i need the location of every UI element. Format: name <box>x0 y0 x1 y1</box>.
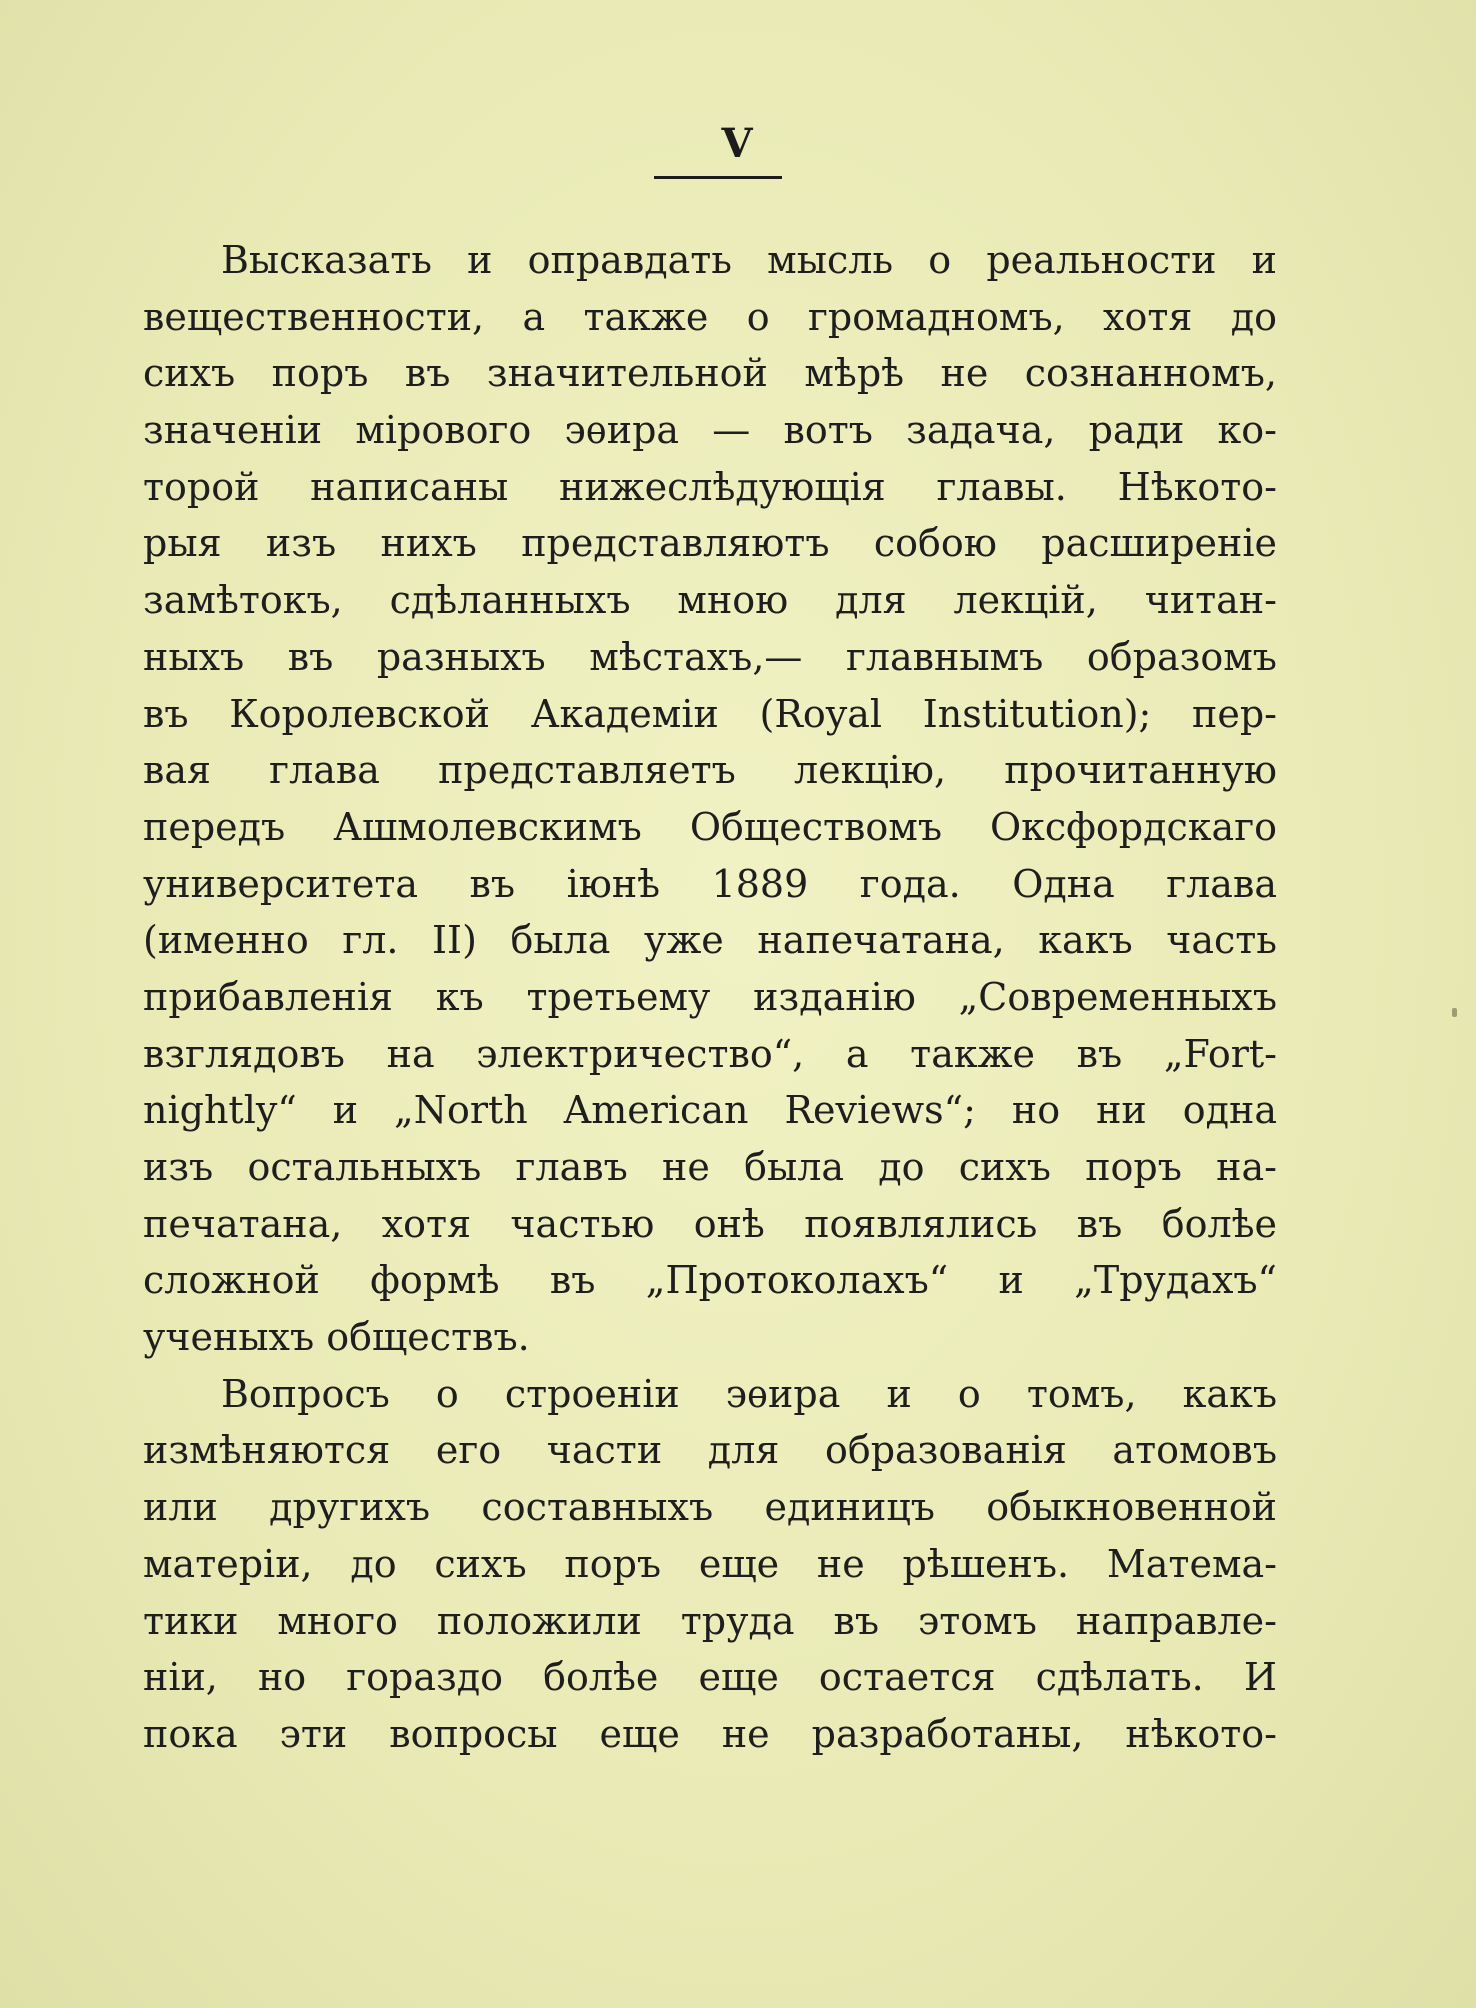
text-line: вещественности, а также о громадномъ, хотя до <box>143 294 1277 339</box>
text-line: сихъ поръ въ значительной мѣрѣ не сознанномъ, <box>143 351 1277 396</box>
text-line: изъ остальныхъ главъ не была до сихъ поръ на- <box>143 1145 1277 1189</box>
text-line: торой написаны нижеслѣдующiя главы. Нѣкото- <box>143 464 1277 509</box>
page-number-rule <box>654 176 782 179</box>
text-line: печатана, хотя частью онѣ появлялись въ болѣе <box>143 1201 1277 1246</box>
text-line: ныхъ въ разныхъ мѣстахъ,— главнымъ образомъ <box>143 634 1277 679</box>
text-line: университета въ iюнѣ 1889 года. Одна глава <box>143 861 1277 906</box>
text-line: въ Королевской Академiи (Royal Institution); пер- <box>143 691 1277 736</box>
text-line: тики много положили труда въ этомъ направле- <box>143 1598 1277 1643</box>
text-line: значенiи мiрового эѳира — вотъ задача, ради ко- <box>143 408 1277 453</box>
paragraph-2 <box>143 1366 1277 1763</box>
text-line: Вопросъ о строенiи эѳира и о томъ, какъ <box>221 1371 1277 1416</box>
body-text <box>143 232 1277 1763</box>
text-line: пока эти вопросы еще не разработаны, нѣкото- <box>143 1711 1277 1756</box>
text-line: передъ Ашмолевскимъ Обществомъ Оксфордскаго <box>143 804 1277 849</box>
text-line: или другихъ составныхъ единицъ обыкновенной <box>143 1485 1277 1530</box>
text-line: рыя изъ нихъ представляютъ собою расширенiе <box>143 521 1277 566</box>
text-line: nightly“ и „North American Reviews“; но ни одна <box>143 1088 1277 1133</box>
text-line: (именно гл. II) была уже напечатана, какъ часть <box>143 918 1277 963</box>
text-line: взглядовъ на электричество“, а также въ „Fort- <box>143 1031 1277 1076</box>
paper-speck <box>1452 1008 1457 1017</box>
text-line: прибавленiя къ третьему изданiю „Современныхъ <box>143 974 1277 1019</box>
text-line: Высказать и оправдать мысль о реальности и <box>221 238 1277 282</box>
paragraph-1 <box>143 232 1277 1366</box>
text-line: замѣтокъ, сдѣланныхъ мною для лекцiй, читан- <box>143 578 1277 623</box>
text-line: измѣняются его части для образованiя атомовъ <box>143 1428 1277 1473</box>
text-line: матерiи, до сихъ поръ еще не рѣшенъ. Матема- <box>143 1541 1277 1586</box>
page-number: V <box>721 120 755 167</box>
text-line: вая глава представляетъ лекцiю, прочитанную <box>143 748 1277 793</box>
text-line: сложной формѣ въ „Протоколахъ“ и „Трудахъ“ <box>143 1258 1277 1303</box>
text-line: ученыхъ обществъ. <box>143 1315 530 1360</box>
text-line: нiи, но гораздо болѣе еще остается сдѣлать. И <box>143 1655 1277 1700</box>
